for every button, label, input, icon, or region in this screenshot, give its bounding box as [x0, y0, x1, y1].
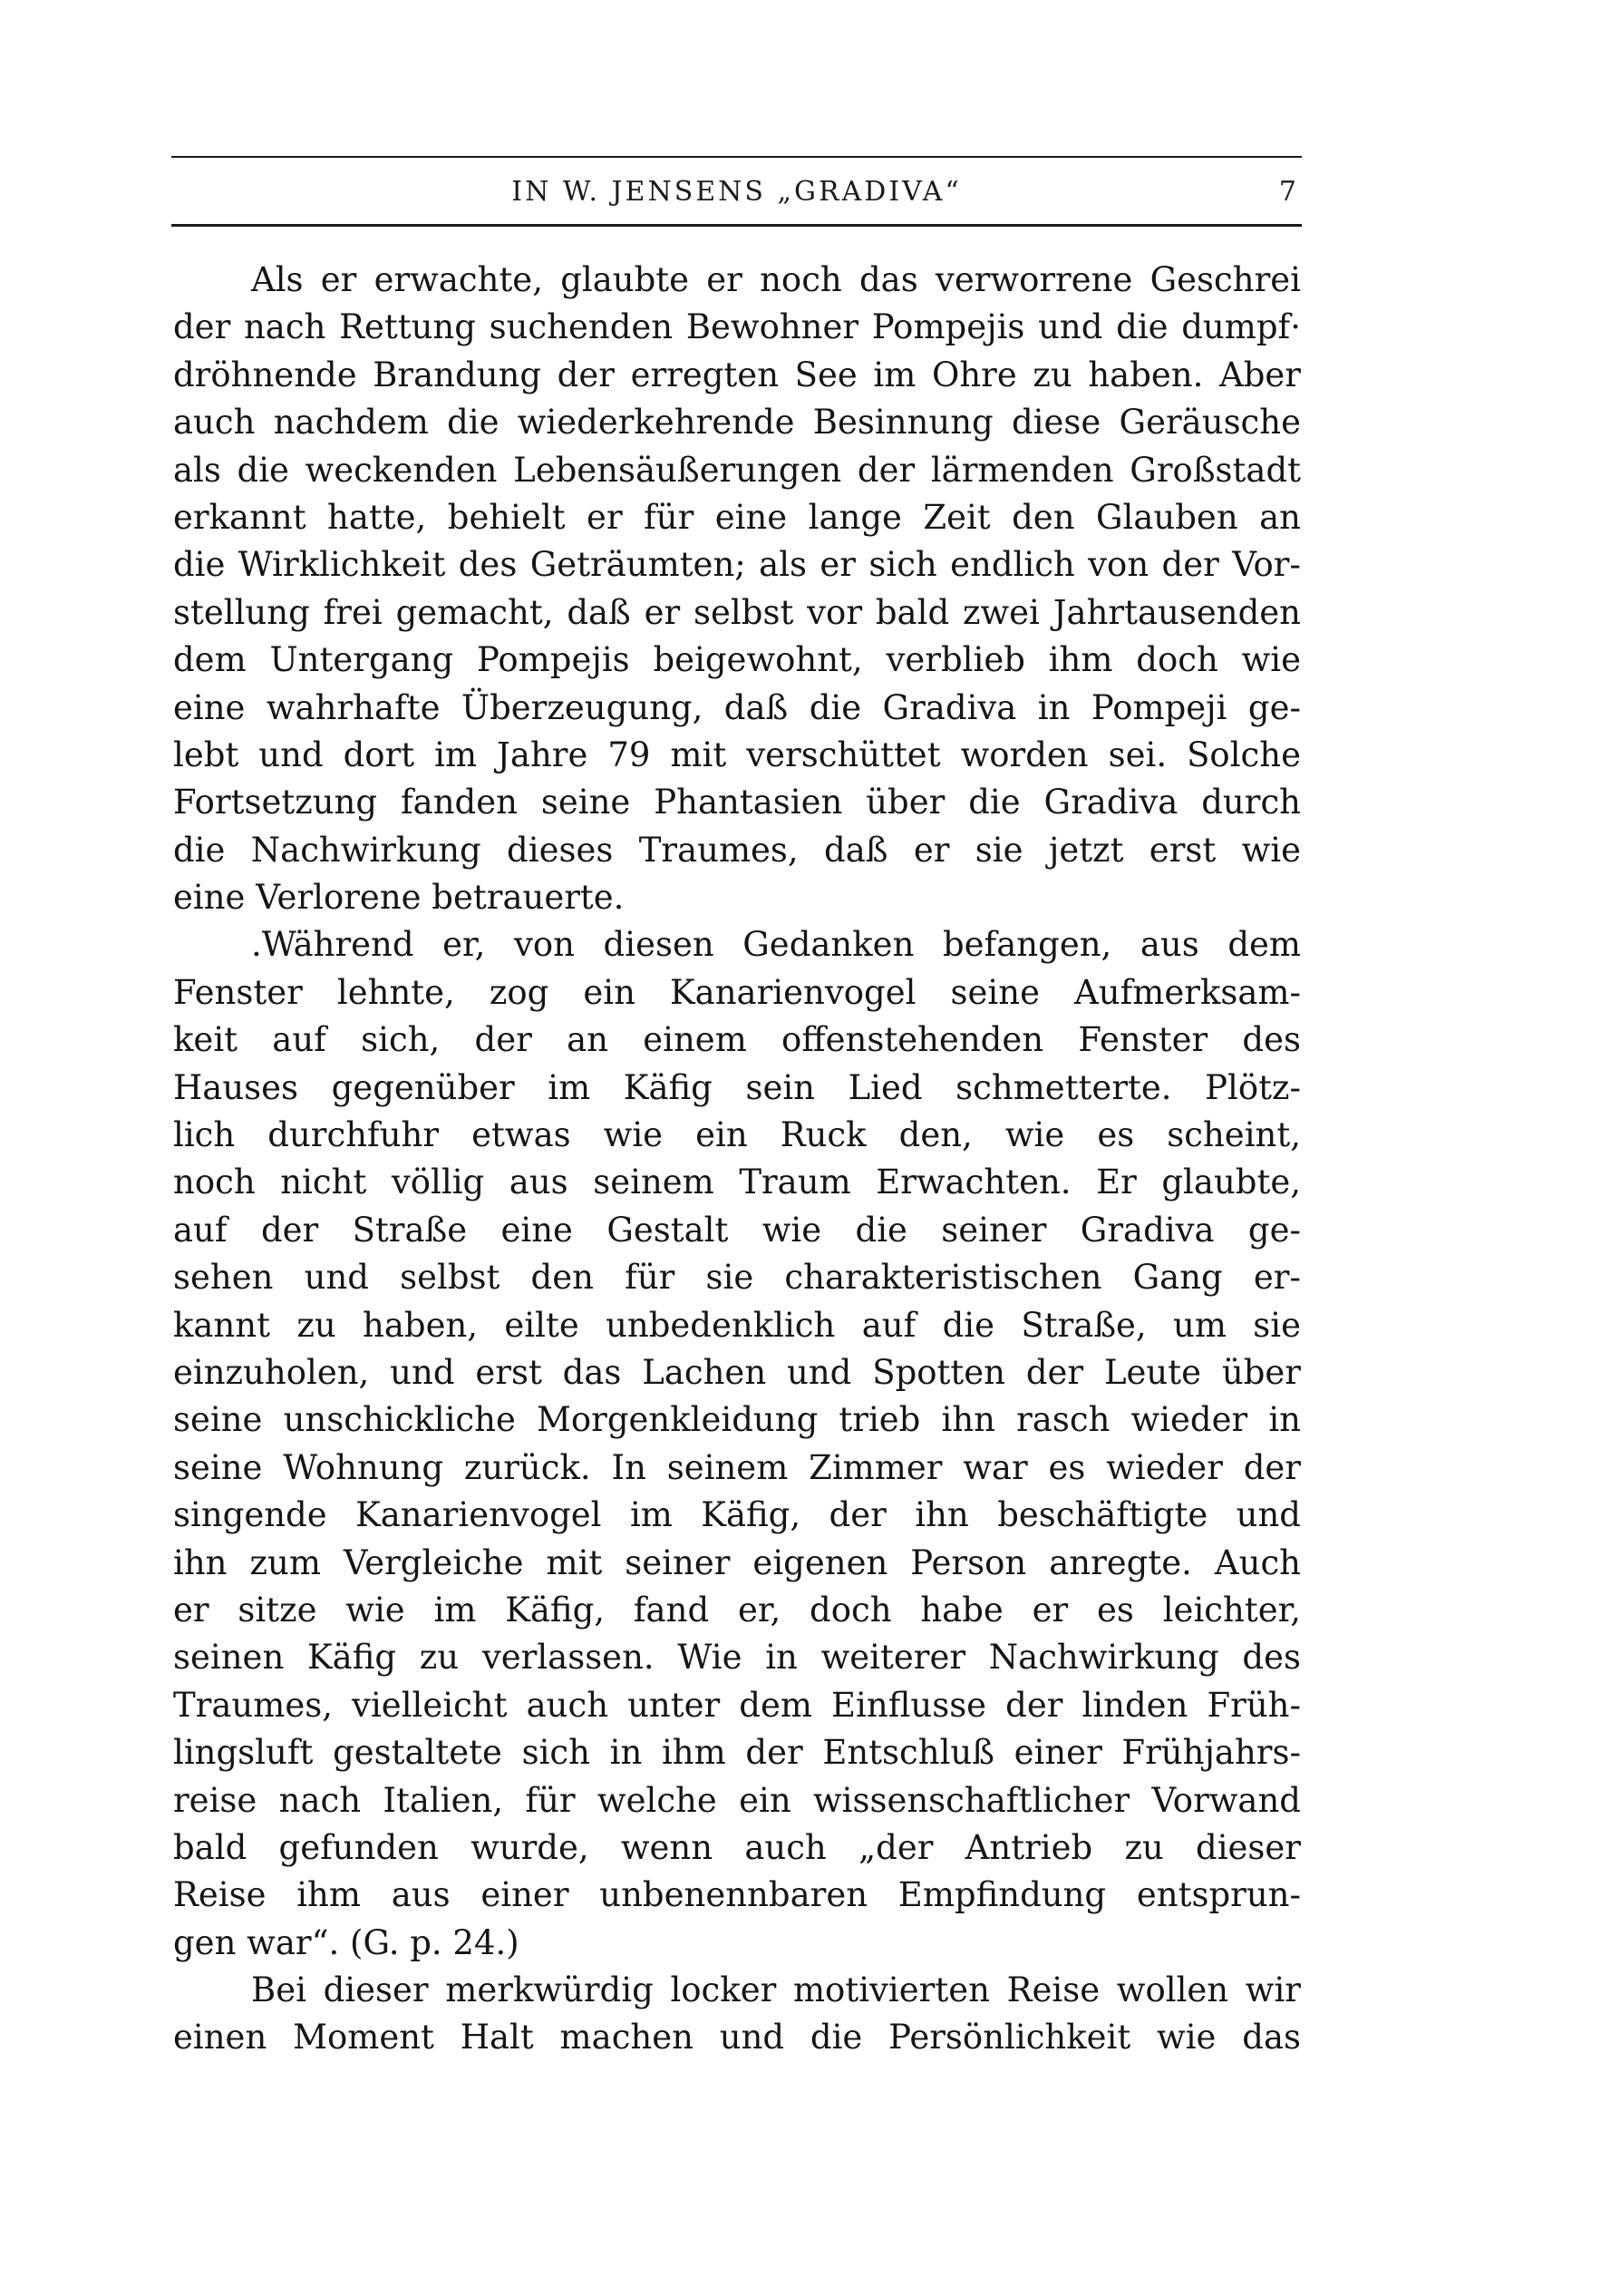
text-line: eine Verlorene betrauerte.	[173, 878, 625, 918]
running-head	[171, 169, 1302, 216]
text-line: seine Wohnung zurück. In seinem Zimmer war es wieder der	[173, 1447, 1301, 1487]
text-line: Bei dieser merkwürdig locker motivierten Reise wollen wir	[251, 1970, 1301, 2010]
text-line: keit auf sich, der an einem offenstehenden Fenster des	[173, 1020, 1301, 1060]
text-line: erkannt hatte, behielt er für eine lange Zeit den Glauben an	[173, 497, 1301, 537]
text-line: lingsluft gestaltete sich in ihm der Entschluß einer Frühjahrs-	[173, 1733, 1301, 1773]
text-line: Reise ihm aus einer unbenennbaren Empfindung entsprun-	[173, 1875, 1301, 1915]
text-line: singende Kanarienvogel im Käfig, der ihn beschäftigte und	[173, 1495, 1301, 1535]
text-line: auf der Straße eine Gestalt wie die seiner Gradiva ge-	[173, 1210, 1301, 1250]
text-line: als die weckenden Lebensäußerungen der lärmenden Großstadt	[173, 450, 1301, 490]
page-number: 7	[1278, 176, 1296, 208]
text-line: Fortsetzung fanden seine Phantasien über die Gradiva durch	[173, 783, 1301, 822]
text-line: bald gefunden wurde, wenn auch „der Antrieb zu dieser	[173, 1827, 1301, 1867]
text-line: lich durchfuhr etwas wie ein Ruck den, wie es scheint,	[173, 1115, 1301, 1155]
text-line: sehen und selbst den für sie charakteristischen Gang er-	[173, 1258, 1301, 1298]
text-line: reise nach Italien, für welche ein wissenschaftlicher Vorwand	[173, 1780, 1301, 1820]
header-rule-bottom	[171, 224, 1302, 227]
text-line: die Wirklichkeit des Geträumten; als er sich endlich von der Vor-	[173, 545, 1301, 585]
text-line: der nach Rettung suchenden Bewohner Pompejis und die dumpf·	[173, 307, 1301, 347]
text-line: dem Untergang Pompejis beigewohnt, verblieb ihm doch wie	[173, 640, 1301, 680]
body-text	[173, 257, 1301, 2062]
text-line: Fenster lehnte, zog ein Kanarienvogel seine Aufmerksam-	[173, 972, 1301, 1012]
text-line: Traumes, vielleicht auch unter dem Einflusse der linden Früh-	[173, 1685, 1301, 1725]
running-title: IN W. JENSENS „GRADIVA“	[511, 176, 962, 208]
text-line: auch nachdem die wiederkehrende Besinnung diese Geräusche	[173, 403, 1301, 443]
text-line: Hauses gegenüber im Käfig sein Lied schmetterte. Plötz-	[173, 1067, 1301, 1107]
header-rule-top	[171, 156, 1302, 158]
text-line: seine unschickliche Morgenkleidung trieb ihn rasch wieder in	[173, 1400, 1301, 1440]
text-line: einzuholen, und erst das Lachen und Spotten der Leute über	[173, 1352, 1301, 1392]
text-line: eine wahrhafte Überzeugung, daß die Gradiva in Pompeji ge-	[173, 687, 1301, 727]
text-line: Als er erwachte, glaubte er noch das verworrene Geschrei	[251, 260, 1301, 299]
text-line: .Während er, von diesen Gedanken befangen, aus dem	[251, 925, 1301, 965]
text-line: einen Moment Halt machen und die Persönlichkeit wie das	[173, 2018, 1301, 2058]
text-line: dröhnende Brandung der erregten See im Ohre zu haben. Aber	[173, 355, 1301, 394]
text-line: seinen Käfig zu verlassen. Wie in weiterer Nachwirkung des	[173, 1638, 1301, 1678]
text-line: die Nachwirkung dieses Traumes, daß er sie jetzt erst wie	[173, 830, 1301, 870]
text-line: gen war“. (G. p. 24.)	[173, 1922, 519, 1962]
text-line: ihn zum Vergleiche mit seiner eigenen Person anregte. Auch	[173, 1542, 1301, 1582]
text-line: stellung frei gemacht, daß er selbst vor bald zwei Jahrtausenden	[173, 592, 1301, 632]
text-line: er sitze wie im Käfig, fand er, doch habe er es leichter,	[173, 1590, 1301, 1630]
text-line: lebt und dort im Jahre 79 mit verschüttet worden sei. Solche	[173, 735, 1301, 774]
text-line: kannt zu haben, eilte unbedenklich auf die Straße, um sie	[173, 1305, 1301, 1345]
text-line: noch nicht völlig aus seinem Traum Erwachten. Er glaubte,	[173, 1163, 1301, 1202]
